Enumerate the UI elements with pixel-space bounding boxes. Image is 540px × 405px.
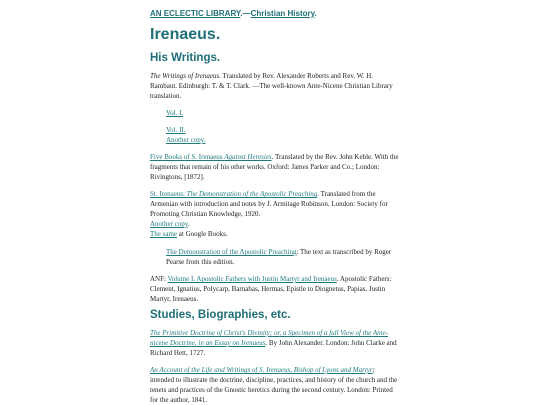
robinson-link-italic: The Demonstration of the Apostolic Preaching xyxy=(186,190,318,198)
vol1-entry xyxy=(166,108,400,118)
robinson-link[interactable] xyxy=(150,190,317,198)
another-copy-link[interactable]: Another copy. xyxy=(166,136,206,144)
robinson-another-copy-link[interactable]: Another copy xyxy=(150,220,188,228)
account-link-italic: An Account of the Life and Writings of S. Irenaeus, Bishop of Lyons and Martyr xyxy=(150,366,373,374)
alexander-text: . By John Alexander. London: John Clarke and Richard Hett, 1727. xyxy=(150,339,397,357)
pearse-text: : The text as transcribed by Roger Pearse from this edition. xyxy=(166,248,392,266)
writings-intro-title: The Writings of Irenaeus xyxy=(150,72,220,80)
vol1-link[interactable]: Vol. I. xyxy=(166,109,184,117)
robinson-link-text: St. Irenaeus: xyxy=(150,190,187,198)
keble-entry xyxy=(150,152,400,182)
account-link[interactable] xyxy=(150,366,373,374)
breadcrumb xyxy=(150,9,317,18)
writings-intro-entry xyxy=(150,71,400,101)
robinson-another-end: . xyxy=(187,220,190,228)
studies-heading: Studies, Biographies, etc. xyxy=(150,309,291,321)
writings-heading: His Writings. xyxy=(150,52,221,64)
breadcrumb-end: . xyxy=(314,9,317,18)
same-google-text: at Google Books. xyxy=(177,230,228,238)
page-title: Irenaeus. xyxy=(150,26,221,43)
keble-text: . Translated by the Rev. John Keble. With the fragments that remain of his other works. Oxford: James Parker and Co.; London: Rivingtons, [1872]. xyxy=(150,153,399,181)
account-entry xyxy=(150,365,400,405)
keble-link[interactable] xyxy=(150,153,272,161)
alexander-link-italic: The Primitive Doctrine of Christ's Divinity; or, a Specimen of a full View of the Ante-nicene Doctrine, in an Essay on Irenaeus xyxy=(150,329,389,347)
pearse-link[interactable]: The Demonstration of the Apostolic Preaching xyxy=(166,248,297,256)
same-google-link[interactable]: The same xyxy=(150,230,178,238)
breadcrumb-library-link[interactable]: AN ECLECTIC LIBRARY xyxy=(150,9,241,18)
anf-prefix: ANF: xyxy=(150,275,168,283)
anf-text: . Apostolic Fathers: Clement, Ignatius, Polycarp, Barnabas, Hermas, Epistle to Diognetus, Papias, Justin Martyr, Irenaeus. xyxy=(150,275,392,303)
account-text: ; intended to illustrate the doctrine, discipline, practices, and history of the church and the tenets and practices of the Gnostic heretics during the second century. London: Printed for the author, 1841. xyxy=(150,366,398,404)
anf-link[interactable]: Volume I. Apostolic Fathers with Justin Martyr and Irenaeus xyxy=(167,275,337,283)
writings-intro-text: . Translated by Rev. Alexander Roberts and Rev. W. H. Rambaut. Edinburgh: T. & T. Clark. —The well-known Ante-Nicene Christian Library translation. xyxy=(150,72,393,100)
breadcrumb-section-link[interactable]: Christian History xyxy=(250,9,315,18)
robinson-text: . Translated from the Armenian with introduction and notes by J. Armitage Robinson. London: Society for Promoting Christian Knowledge, 1920. xyxy=(150,190,388,218)
robinson-entry xyxy=(150,189,400,239)
alexander-entry xyxy=(150,328,400,358)
keble-link-text: Five Books of S. Irenaeus xyxy=(150,153,225,161)
breadcrumb-separator: .— xyxy=(240,9,251,18)
keble-link-italic: Against Heresies xyxy=(224,153,272,161)
anf-entry xyxy=(150,274,400,304)
pearse-entry xyxy=(166,247,400,267)
vol2-link[interactable]: Vol. II. xyxy=(166,126,186,134)
vol2-entry xyxy=(166,125,400,145)
